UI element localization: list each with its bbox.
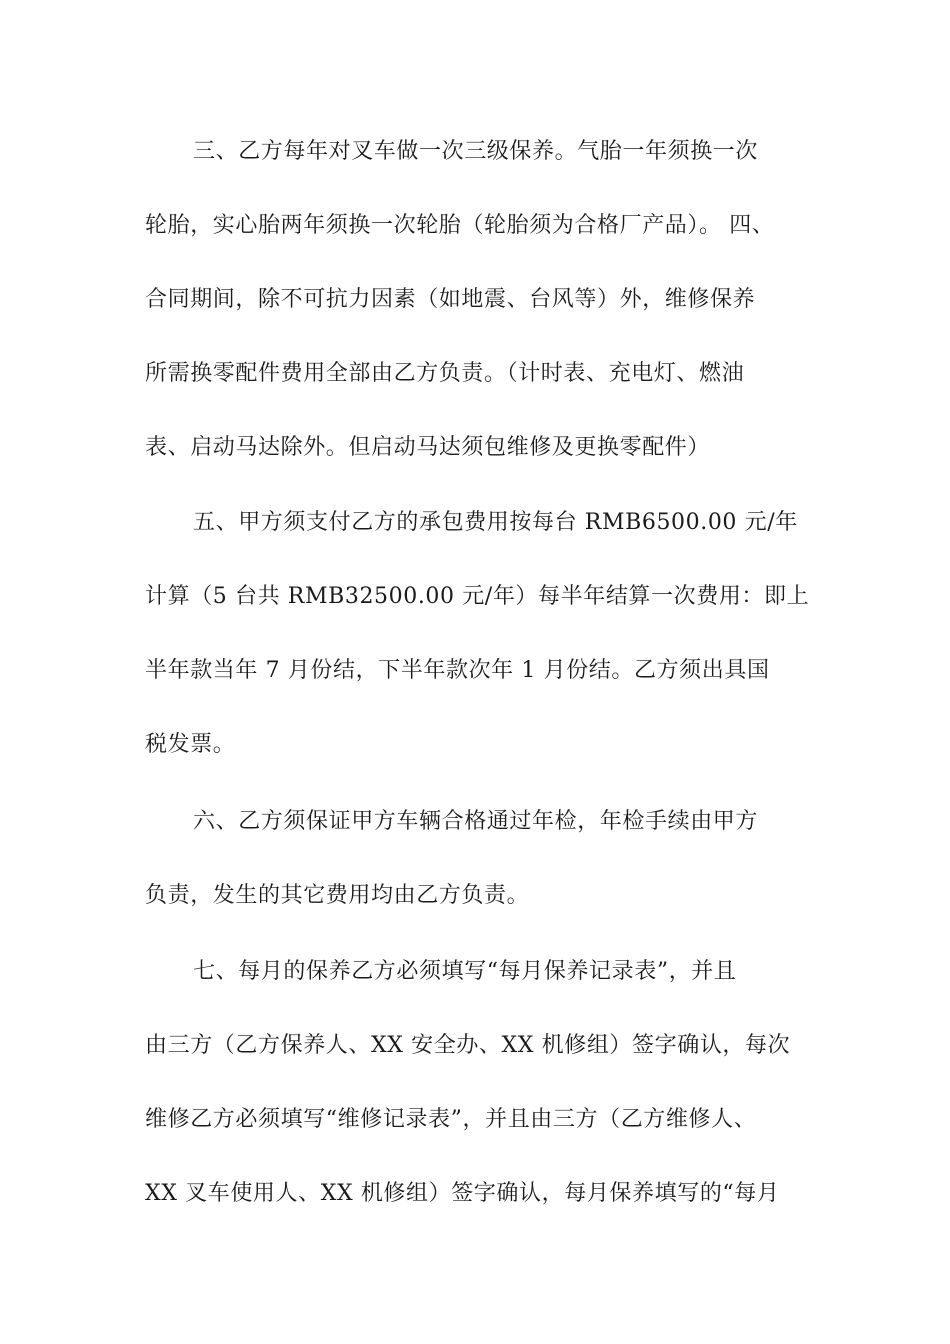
clause-4-line-1: 合同期间，除不可抗力因素（如地震、台风等）外，维修保养: [145, 287, 756, 312]
clause-7-line-1: 七、每月的保养乙方必须填写“每月保养记录表”，并且: [193, 959, 737, 984]
clause-5-line-4: 税发票。: [145, 732, 236, 757]
clause-5-line-2: 计算（5 台共 RMB32500.00 元/年）每半年结算一次费用：即上: [145, 584, 810, 609]
clause-7-line-4: XX 叉车使用人、XX 机修组）签字确认，每月保养填写的“每月: [145, 1181, 780, 1206]
clause-4-line-2: 所需换零配件费用全部由乙方负责。（计时表、充电灯、燃油: [145, 361, 745, 386]
clause-6-line-1: 六、乙方须保证甲方车辆合格通过年检，年检手续由甲方: [193, 809, 759, 834]
clause-3-line-1: 三、乙方每年对叉车做一次三级保养。气胎一年须换一次: [193, 139, 759, 164]
clause-5-line-1: 五、甲方须支付乙方的承包费用按每台 RMB6500.00 元/年: [193, 510, 798, 535]
clause-7-line-2: 由三方（乙方保养人、XX 安全办、XX 机修组）签字确认，每次: [145, 1033, 791, 1058]
clause-6-line-2: 负责，发生的其它费用均由乙方负责。: [145, 883, 530, 908]
clause-7-line-3: 维修乙方必须填写“维修记录表”，并且由三方（乙方维修人、: [145, 1107, 757, 1132]
clause-4-line-3: 表、启动马达除外。但启动马达须包维修及更换零配件）: [145, 435, 711, 460]
clause-3-line-2: 轮胎，实心胎两年须换一次轮胎（轮胎须为合格厂产品）。 四、: [145, 213, 775, 238]
clause-5-line-3: 半年款当年 7 月份结，下半年款次年 1 月份结。乙方须出具国: [145, 658, 770, 683]
